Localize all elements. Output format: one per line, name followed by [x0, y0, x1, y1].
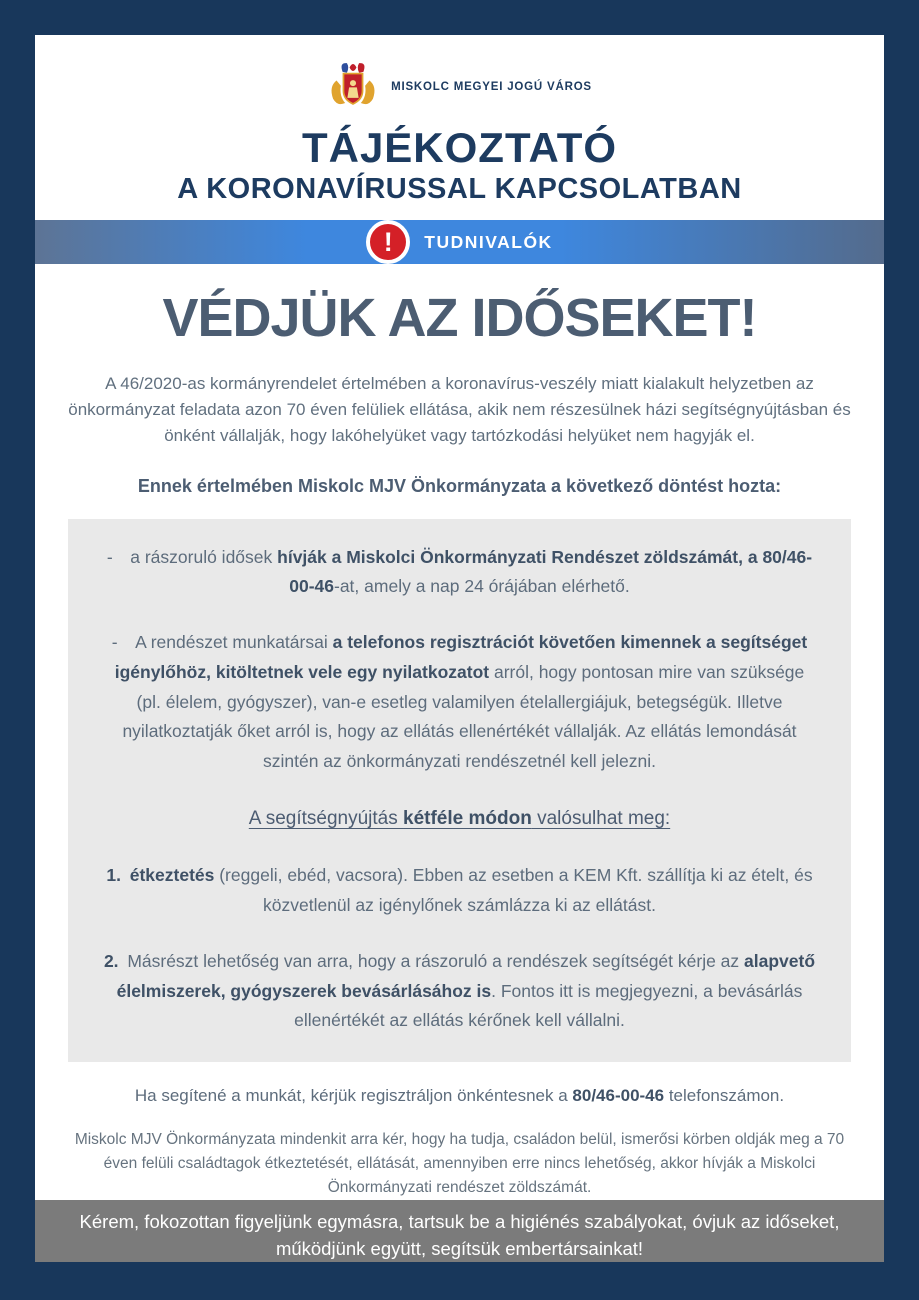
banner-label: TUDNIVALÓK [424, 231, 553, 252]
page-title: TÁJÉKOZTATÓ [301, 124, 618, 171]
bullet-item-registration: - A rendészet munkatársai a telefonos regisztrációt követően kimennek a segítséget igénylőhöz, kitöltetnek vele egy nyilatkozatot arról, hogy pontosan mire van szüksége (pl. élelem, gyógyszer), van-e esetleg valamilyen ételallergiájuk, betegségük. Illetve nyilatkoztatják őket arról is, hogy az ellátás ellenértékét vállalják. Az ellátás lemondását szintén az önkormányzati rendészetnél kell jelezni. [111, 632, 808, 772]
bullet-item-hotline: - a rászoruló idősek hívják a Miskolci Önkormányzati Rendészet zöldszámát, a 80/46-00-46-at, amely a nap 24 órájában elérhető. [106, 546, 813, 597]
decision-lead: Ennek értelmében Miskolc MJV Önkormányzata a következő döntést hozta: [137, 475, 782, 496]
intro-paragraph: A 46/2020-as kormányrendelet értelmében a koronavírus-veszély miatt kialakult helyzetben az önkormányzat feladata azon 70 éven felüliek ellátása, akik nem részesülnek házi segítségnyújtásban és önként vállalják, hogy lakóhelyüket vagy tartózkodási helyüket nem hagyják el. [68, 373, 851, 446]
exclamation-alert-icon: ! [366, 220, 410, 264]
org-name: MISKOLC MEGYEI JOGÚ VÁROS [391, 81, 592, 93]
city-brand [35, 57, 884, 117]
decision-box [68, 519, 851, 1062]
methods-subheading: A segítségnyújtás kétféle módon valósulhat meg: [248, 807, 671, 829]
footer-message: Kérem, fokozottan figyeljünk egymásra, tartsuk be a higiénés szabályokat, óvjuk az időseket, működjünk együtt, segítsük embertársainkat! [79, 1211, 840, 1259]
numbered-item-shopping: 2. Másrészt lehetőség van arra, hogy a rászoruló a rendészek segítségét kérje az alapvető élelmiszerek, gyógyszerek bevásárlásához is. Fontos itt is megjegyezni, a bevásárlás ellenértékét az ellátás kérőnek kell vállalni. [103, 950, 816, 1031]
miskolc-coat-of-arms-icon [327, 57, 379, 117]
header [35, 35, 884, 204]
page-subtitle: A KORONAVÍRUSSAL KAPCSOLATBAN [177, 173, 742, 205]
headline: VÉDJÜK AZ IDŐSEKET! [162, 288, 757, 348]
numbered-item-meals: 1. étkeztetés (reggeli, ebéd, vacsora). Ebben az esetben a KEM Kft. szállítja ki az ételt, és közvetlenül az igénylőnek számlázza ki az ellátást. [106, 865, 813, 916]
footer-banner [35, 1200, 884, 1262]
main-body [35, 264, 884, 1200]
closing-paragraph: Miskolc MJV Önkormányzata mindenkit arra kér, hogy ha tudja, családon belül, ismerősi körben oldják meg a 70 éven felüli családtagok étkeztetését, ellátását, amennyiben erre nincs lehetőség, akkor hívják a Miskolci Önkormányzati rendészet zöldszámát. [74, 1131, 845, 1197]
poster-content [35, 35, 884, 1262]
info-banner [35, 220, 884, 264]
volunteer-line: Ha segítené a munkát, kérjük regisztráljon önkéntesnek a 80/46-00-46 telefonszámon. [134, 1086, 785, 1106]
